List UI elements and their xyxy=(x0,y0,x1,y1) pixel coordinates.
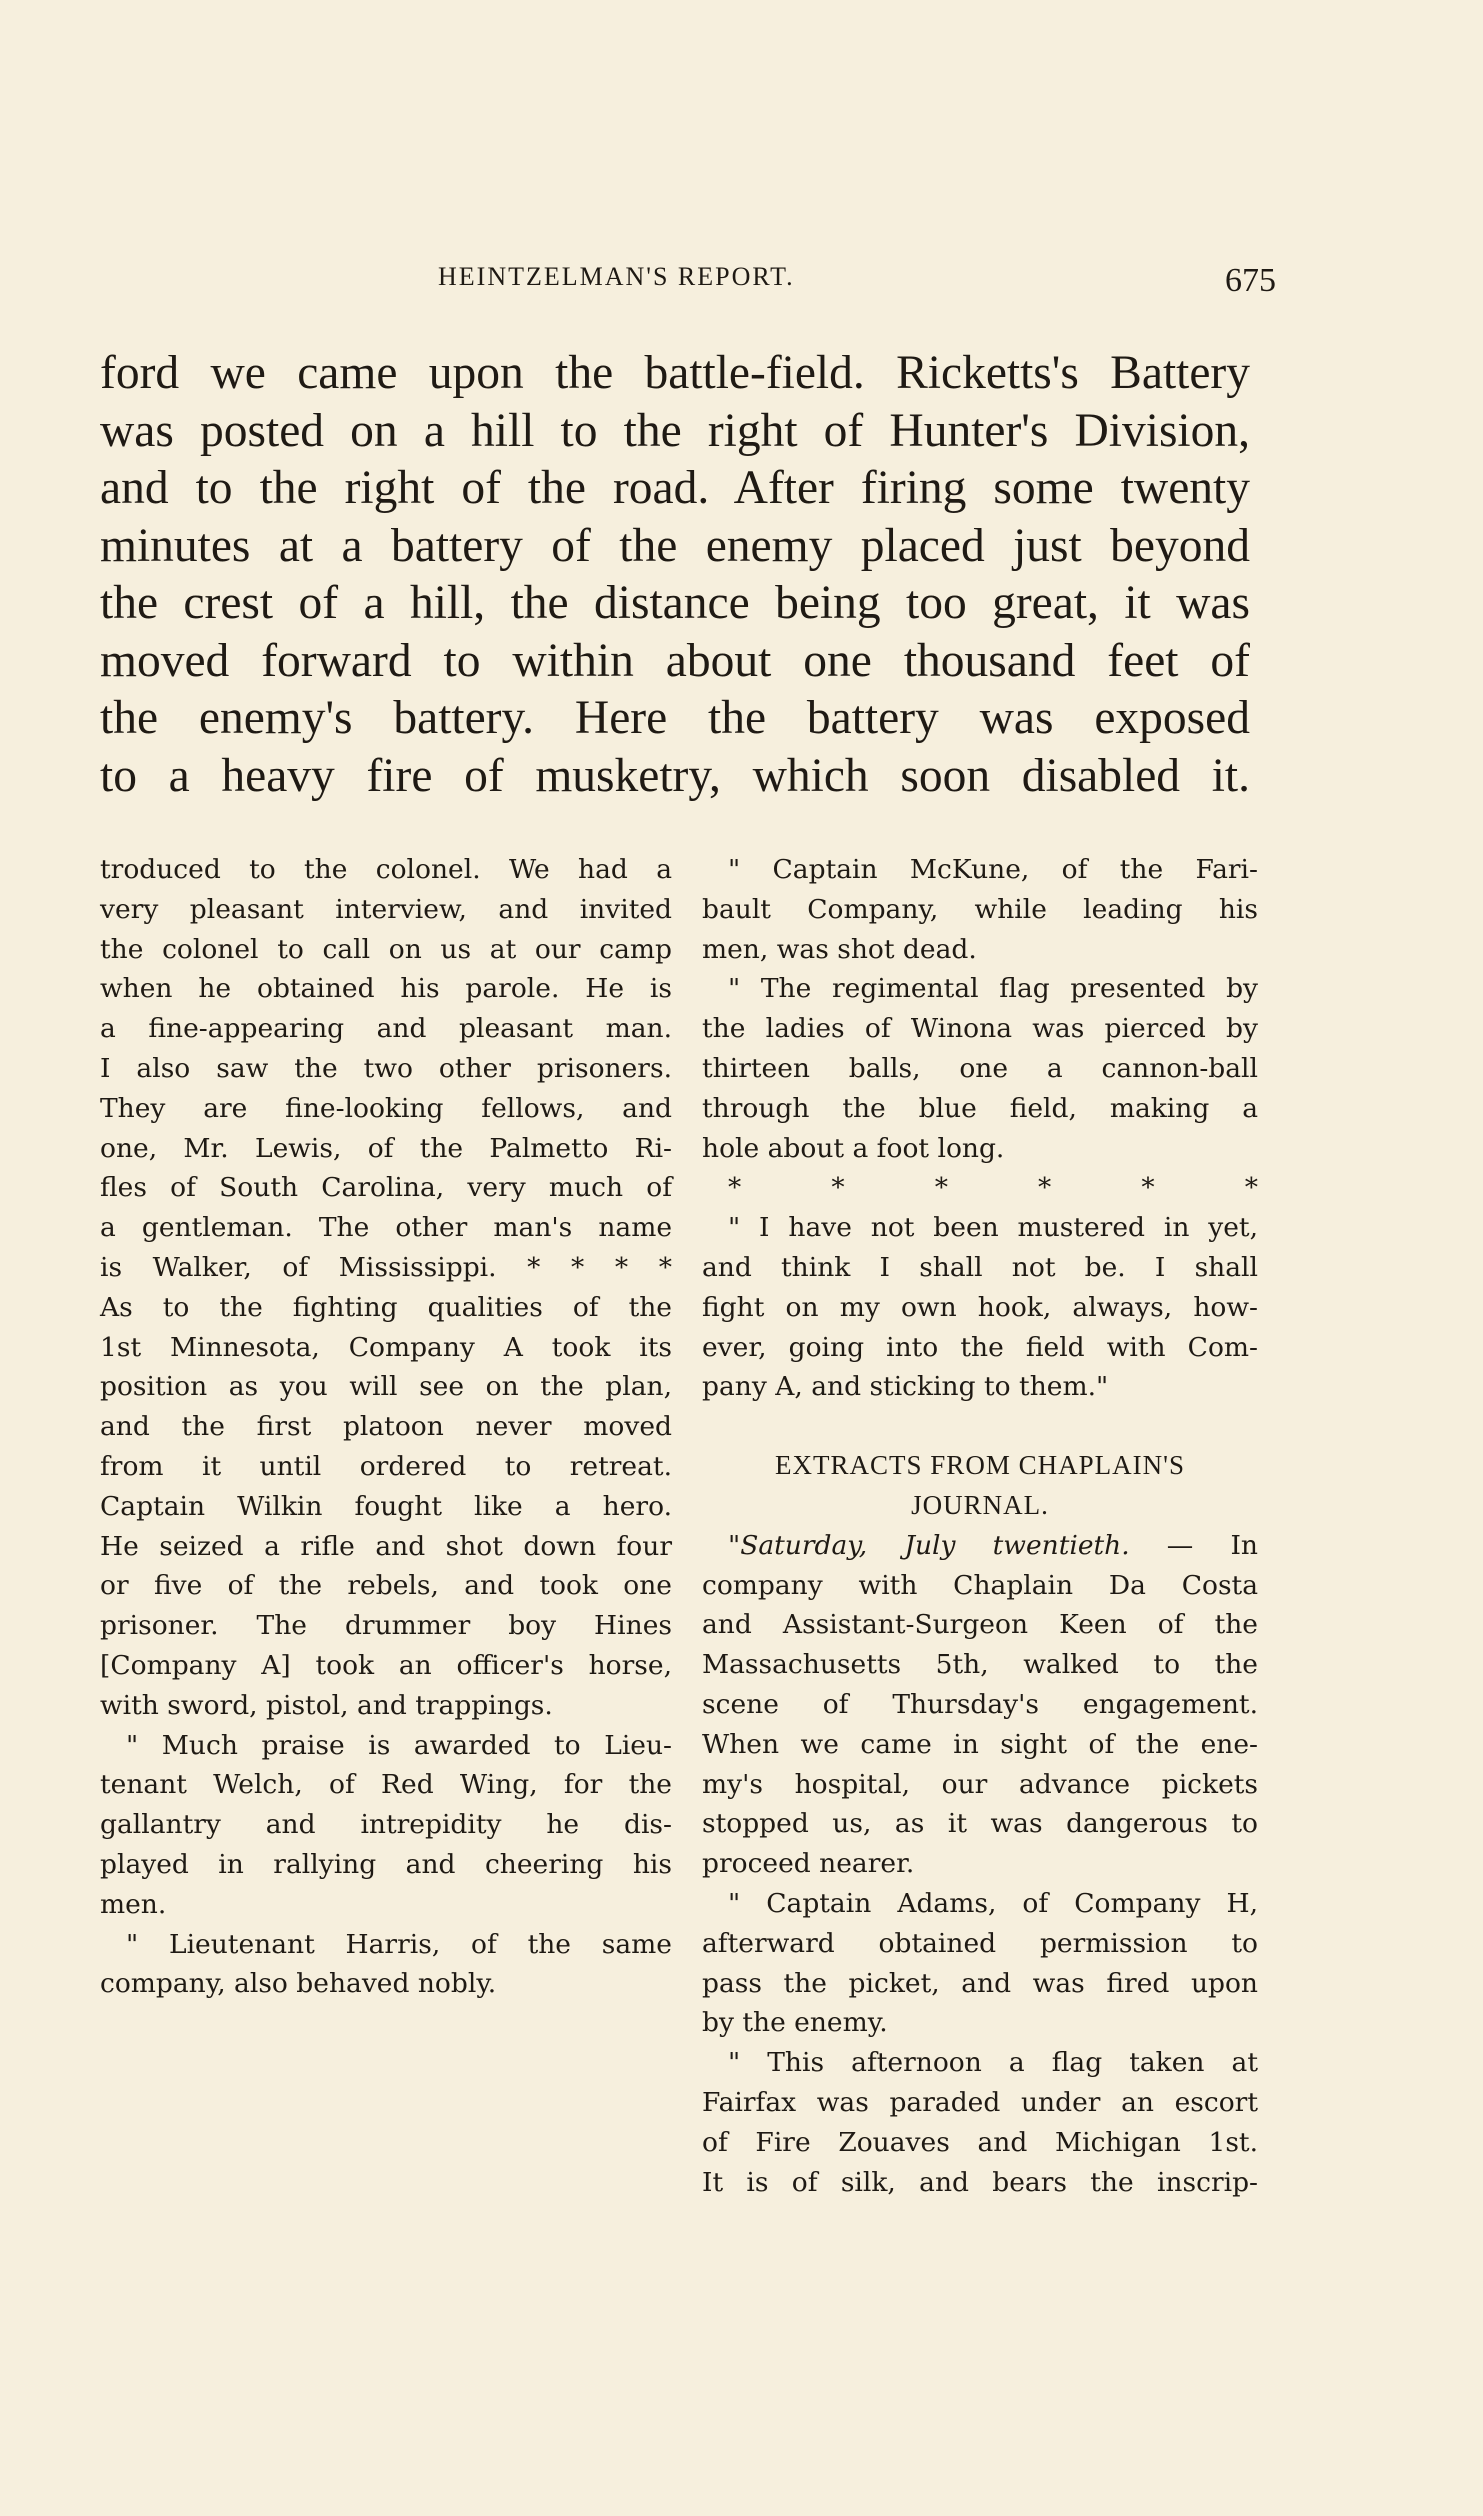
text-line: stopped us, as it was dangerous to xyxy=(702,1808,1258,1840)
section-heading: EXTRACTS FROM CHAPLAIN'S xyxy=(775,1450,1185,1481)
text-line: He seized a rifle and shot down four xyxy=(100,1530,672,1562)
text-line: company, also behaved nobly. xyxy=(100,1968,497,2000)
text-line: with sword, pistol, and trappings. xyxy=(100,1689,553,1721)
text-line: ever, going into the field with Com- xyxy=(702,1331,1258,1363)
text-line: men, was shot dead. xyxy=(702,933,977,965)
text-line: a gentleman. The other man's name xyxy=(100,1212,672,1244)
text-line: " Captain McKune, of the Fari- xyxy=(728,854,1258,885)
text-line: the ladies of Winona was pierced by xyxy=(702,1013,1258,1045)
text-line: When we came in sight of the ene- xyxy=(702,1728,1258,1760)
lead-line: minutes at a battery of the enemy placed just beyond xyxy=(100,519,1250,572)
text-line: proceed nearer. xyxy=(702,1848,915,1880)
text-line: bault Company, while leading his xyxy=(702,893,1258,925)
text-line: prisoner. The drummer boy Hines xyxy=(100,1610,672,1642)
text-line: or five of the rebels, and took one xyxy=(100,1570,672,1602)
text-line: I also saw the two other prisoners. xyxy=(100,1052,672,1084)
text-line: It is of silk, and bears the inscrip- xyxy=(702,2166,1258,2198)
text-line: thirteen balls, one a cannon-ball xyxy=(702,1052,1258,1084)
text-line: troduced to the colonel. We had a xyxy=(100,854,672,885)
running-title: HEINTZELMAN'S REPORT. xyxy=(438,262,795,291)
text-line: pass the picket, and was fired upon xyxy=(702,1967,1258,1999)
text-line: by the enemy. xyxy=(702,2007,888,2039)
text-line: through the blue field, making a xyxy=(702,1092,1258,1124)
text-line: fight on my own hook, always, how- xyxy=(702,1291,1258,1323)
text-line: very pleasant interview, and invited xyxy=(100,893,672,925)
text-line: " Much praise is awarded to Lieu- xyxy=(126,1729,672,1761)
text-line: Captain Wilkin fought like a hero. xyxy=(100,1490,672,1522)
right-column xyxy=(702,850,1258,2202)
text-line: " I have not been mustered in yet, xyxy=(728,1212,1258,1244)
lead-line: to a heavy fire of musketry, which soon disabled it. xyxy=(100,749,1250,802)
text-line: when he obtained his parole. He is xyxy=(100,973,672,1005)
dateline-date: Saturday, July twentieth. xyxy=(740,1529,1130,1561)
text-line: [Company A] took an officer's horse, xyxy=(100,1649,672,1681)
lead-paragraph xyxy=(100,345,1250,805)
lead-line: the crest of a hill, the distance being too great, it was xyxy=(100,577,1250,629)
lead-line: was posted on a hill to the right of Hunter's Division, xyxy=(100,404,1250,457)
text-line: one, Mr. Lewis, of the Palmetto Ri- xyxy=(100,1132,672,1164)
text-line: from it until ordered to retreat. xyxy=(100,1450,672,1482)
text-line: 1st Minnesota, Company A took its xyxy=(100,1331,672,1363)
dateline-rest: — In xyxy=(1166,1529,1258,1561)
lead-line: moved forward to within about one thousand feet of xyxy=(100,634,1250,687)
text-line: " This afternoon a flag taken at xyxy=(728,2047,1258,2079)
text-line: and the first platoon never moved xyxy=(100,1411,672,1443)
text-line: They are fine-looking fellows, and xyxy=(100,1092,672,1124)
text-line: and Assistant-Surgeon Keen of the xyxy=(702,1609,1258,1641)
text-line: is Walker, of Mississippi. * * * * xyxy=(100,1251,672,1283)
text-line: men. xyxy=(100,1888,167,1920)
dateline xyxy=(702,1526,1258,1566)
text-line: afterward obtained permission to xyxy=(702,1927,1258,1959)
lead-line: the enemy's battery. Here the battery was exposed xyxy=(100,692,1250,744)
text-line: Massachusetts 5th, walked to the xyxy=(702,1649,1258,1681)
text-line: hole about a foot long. xyxy=(702,1132,1005,1164)
text-line: pany A, and sticking to them." xyxy=(702,1371,1109,1403)
text-line: company with Chaplain Da Costa xyxy=(702,1569,1258,1601)
page-number: 675 xyxy=(1225,262,1276,299)
text-line: " Captain Adams, of Company H, xyxy=(728,1887,1258,1919)
text-line: tenant Welch, of Red Wing, for the xyxy=(100,1769,672,1801)
text-line: " Lieutenant Harris, of the same xyxy=(126,1928,672,1960)
dateline-quote: " xyxy=(728,1529,741,1561)
text-line: gallantry and intrepidity he dis- xyxy=(100,1809,672,1841)
asterisk-divider: * * * * * * xyxy=(728,1172,1258,1204)
text-line: fles of South Carolina, very much of xyxy=(100,1172,672,1204)
text-line: position as you will see on the plan, xyxy=(100,1371,672,1403)
text-line: and think I shall not be. I shall xyxy=(702,1251,1258,1283)
text-line: played in rallying and cheering his xyxy=(100,1848,672,1880)
lead-line: and to the right of the road. After firing some twenty xyxy=(100,462,1250,514)
text-line: the colonel to call on us at our camp xyxy=(100,933,672,965)
section-heading-continued: JOURNAL. xyxy=(911,1489,1049,1520)
text-line: a fine-appearing and pleasant man. xyxy=(100,1013,672,1045)
text-line: As to the fighting qualities of the xyxy=(100,1291,672,1323)
left-column xyxy=(100,850,672,2004)
text-line: of Fire Zouaves and Michigan 1st. xyxy=(702,2126,1258,2158)
text-line: " The regimental flag presented by xyxy=(728,973,1258,1005)
running-head xyxy=(100,262,1280,302)
text-line: my's hospital, our advance pickets xyxy=(702,1768,1258,1800)
text-line: scene of Thursday's engagement. xyxy=(702,1688,1258,1720)
lead-line: ford we came upon the battle-field. Ricketts's Battery xyxy=(100,347,1250,399)
text-line: Fairfax was paraded under an escort xyxy=(702,2086,1258,2118)
